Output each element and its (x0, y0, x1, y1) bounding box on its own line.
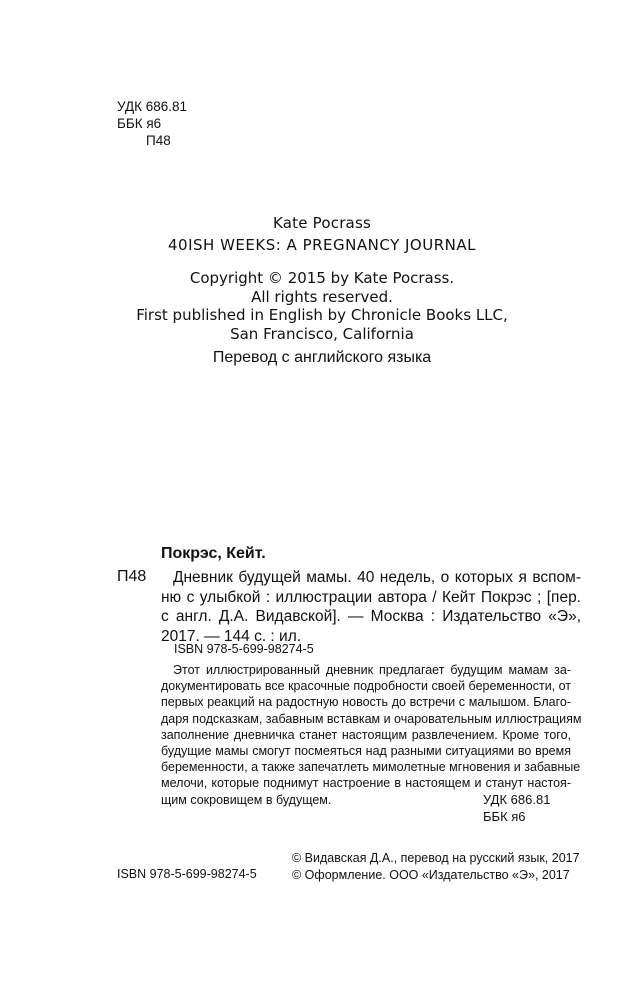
top-classification-codes (117, 98, 187, 149)
copyright-line: First published in English by Chronicle Books LLC, (136, 306, 508, 324)
catalog-annotation (161, 662, 582, 808)
catalog-author: Покрэс, Кейт. (161, 545, 266, 562)
annotation-line: Этот иллюстрированный дневник предлагает будущим мамам за- (173, 663, 571, 677)
catalog-index-code: П48 (117, 568, 147, 585)
translation-note: Перевод с английского языка (212, 349, 432, 366)
original-title: 40ISH WEEKS: A PREGNANCY JOURNAL (168, 236, 476, 254)
annotation-line: беременности, а также запечатлеть мимолетные мгновения и забавные (161, 760, 581, 775)
annotation-line: заполнение дневничка станет настоящим развлечением. Кроме того, (161, 727, 571, 742)
description-line: Дневник будущей мамы. 40 недель, о которых я вспом- (173, 569, 581, 586)
copyright-line: All rights reserved. (251, 287, 393, 306)
description-line: с англ. Д.А. Видавской]. — Москва : Издательство «Э», (161, 608, 581, 625)
catalog-udk-code: УДК 686.81 (483, 792, 551, 807)
copyright-line: Copyright © 2015 by Kate Pocrass. (189, 269, 455, 287)
annotation-line: документировать все красочные подробности своей беременности, от (161, 679, 572, 694)
bottom-isbn: ISBN 978-5-699-98274-5 (117, 867, 257, 881)
copyright-line: San Francisco, California (230, 324, 414, 343)
russian-copyrights (292, 850, 580, 883)
description-line: 2017. — 144 с. : ил. (161, 627, 302, 645)
catalog-description (161, 568, 581, 646)
annotation-line: будущие мамы смогут посмеяться над разными ситуациями во время (161, 744, 571, 759)
annotation-line: щим сокровищем в будущем. (161, 792, 332, 807)
copyright-design: © Оформление. ООО «Издательство «Э», 2017 (292, 867, 570, 882)
catalog-classification-codes (483, 792, 550, 825)
catalog-bbk-code: ББК я6 (483, 808, 526, 824)
udk-code: УДК 686.81 (117, 99, 188, 114)
original-copyright (0, 269, 644, 343)
bbk-code: ББК я6 (117, 116, 162, 131)
catalog-isbn: ISBN 978-5-699-98274-5 (174, 642, 314, 656)
annotation-line: мелочи, которые поднимут настроение в настоящем и станут настоя- (161, 776, 571, 791)
annotation-line: даря подсказкам, забавным вставкам и очаровательным иллюстрациям (161, 711, 582, 726)
original-author: Kate Pocrass (273, 214, 371, 232)
copyright-translation: © Видавская Д.А., перевод на русский язык, 2017 (292, 851, 580, 865)
description-line: ню с улыбкой : иллюстрации автора / Кейт Покрэс ; [пер. (161, 588, 581, 606)
author-index-code: П48 (146, 133, 171, 148)
annotation-line: первых реакций на радостную новость до встречи с малышом. Благо- (161, 695, 571, 710)
